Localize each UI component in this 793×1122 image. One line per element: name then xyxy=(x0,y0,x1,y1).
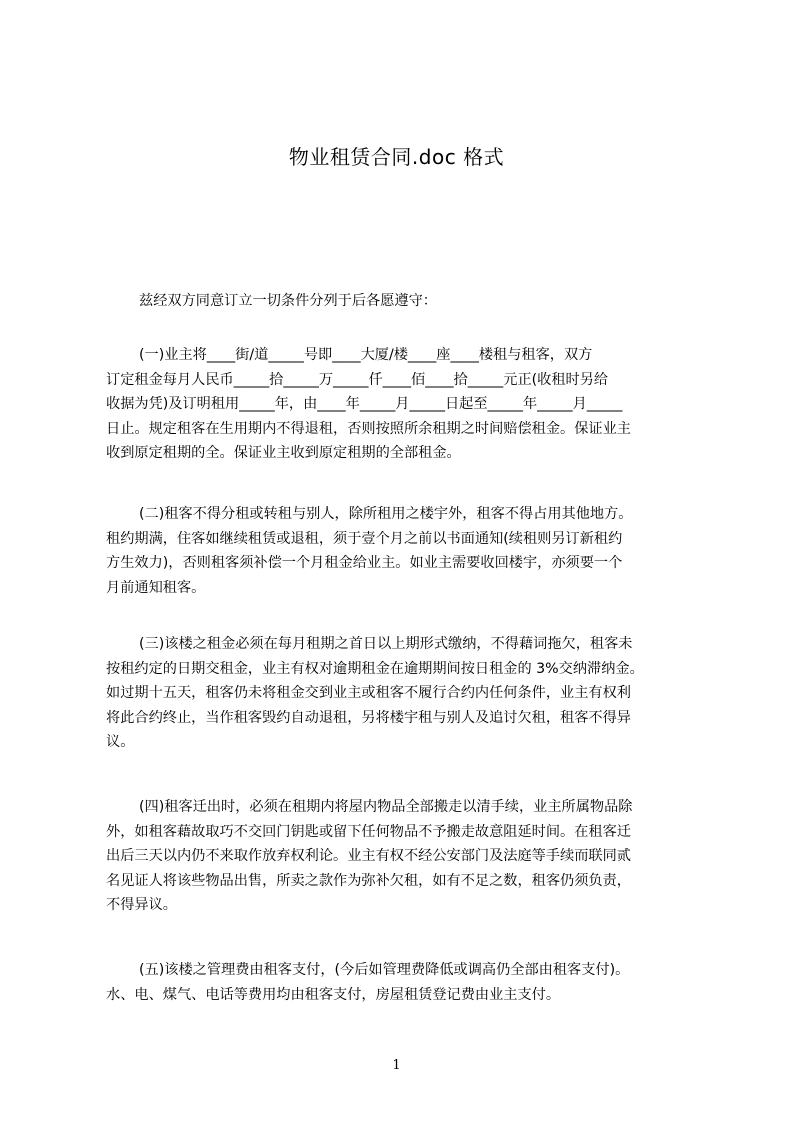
clause-4 xyxy=(106,795,698,918)
clause-1-line-2: 订定租金每月人民币_____拾_____万_____仟____佰____拾_____元正(收租时另给 xyxy=(106,371,609,388)
clause-3-line-5: 议。 xyxy=(106,734,135,750)
clause-4-line-1: (四)租客迁出时，必须在租期内将屋内物品全部搬走以清手续，业主所属物品除 xyxy=(139,799,633,815)
clause-1-line-4: 日止。规定租客在生用期内不得退租，否则按照所余租期之时间赔偿租金。保证业主 xyxy=(106,420,631,437)
clause-4-line-2: 外，如租客藉故取巧不交回门钥匙或留下任何物品不予搬走故意阻延时间。在租客迁 xyxy=(106,823,631,840)
clause-3-line-4: 将此合约终止，当作租客毁约自动退租，另将楼宇租与别人及追讨欠租，租客不得异 xyxy=(106,709,631,726)
clause-1-line-5: 收到原定租期的全。保证业主收到原定租期的全部租金。 xyxy=(106,445,461,461)
clause-3-line-2: 按租约定的日期交租金，业主有权对逾期租金在逾期期间按日租金的 3%交纳滞纳金。 xyxy=(106,660,644,677)
page-number: 1 xyxy=(392,1058,401,1073)
clause-4-line-4: 名见证人将该些物品出售，所卖之款作为弥补欠租，如有不足之数，租客仍须负责， xyxy=(106,872,631,889)
clause-2 xyxy=(106,502,698,600)
intro-paragraph xyxy=(106,289,698,314)
clause-3-line-3: 如过期十五天，租客仍未将租金交到业主或租客不履行合约内任何条件，业主有权利 xyxy=(106,685,631,701)
clause-3 xyxy=(106,632,698,755)
document-title: 物业租赁合同.doc 格式 xyxy=(288,145,505,169)
clause-2-line-4: 月前通知租客。 xyxy=(106,579,206,596)
clause-4-line-5: 不得异议。 xyxy=(106,897,177,913)
clause-5-line-2: 水、电、煤气、电话等费用均由租客支付，房屋租赁登记费由业主支付。 xyxy=(106,986,561,1003)
clause-1-line-1: (一)业主将____街/道_____号即____大厦/楼____座____楼租与租客，双方 xyxy=(139,347,593,363)
clause-1 xyxy=(106,343,698,466)
clause-2-line-2: 租约期满，住客如继续租赁或退租，须于壹个月之前以书面通知(续租则另订新租约 xyxy=(106,530,623,547)
clause-1-line-3: 收据为凭)及订明租用_____年，由____年_____月_____日起至_____年_____月_____ xyxy=(106,396,623,412)
clause-2-line-1: (二)租客不得分租或转租与别人，除所租用之楼宇外，租客不得占用其他地方。 xyxy=(139,506,633,522)
clause-4-line-3: 出后三天以内仍不来取作放弃权利论。业主有权不经公安部门及法庭等手续而联同贰 xyxy=(106,848,631,864)
clause-2-line-3: 方生效力)，否则租客须补偿一个月租金给业主。如业主需要收回楼宇，亦须要一个 xyxy=(106,555,623,571)
clause-5-line-1: (五)该楼之管理费由租客支付，(今后如管理费降低或调高仍全部由租客支付)。 xyxy=(139,962,630,978)
clause-5 xyxy=(106,958,698,1007)
intro-line: 兹经双方同意订立一切条件分列于后各愿遵守： xyxy=(139,293,437,309)
clause-3-line-1: (三)该楼之租金必须在每月租期之首日以上期形式缴纳，不得藉词拖欠，租客未 xyxy=(139,636,633,652)
